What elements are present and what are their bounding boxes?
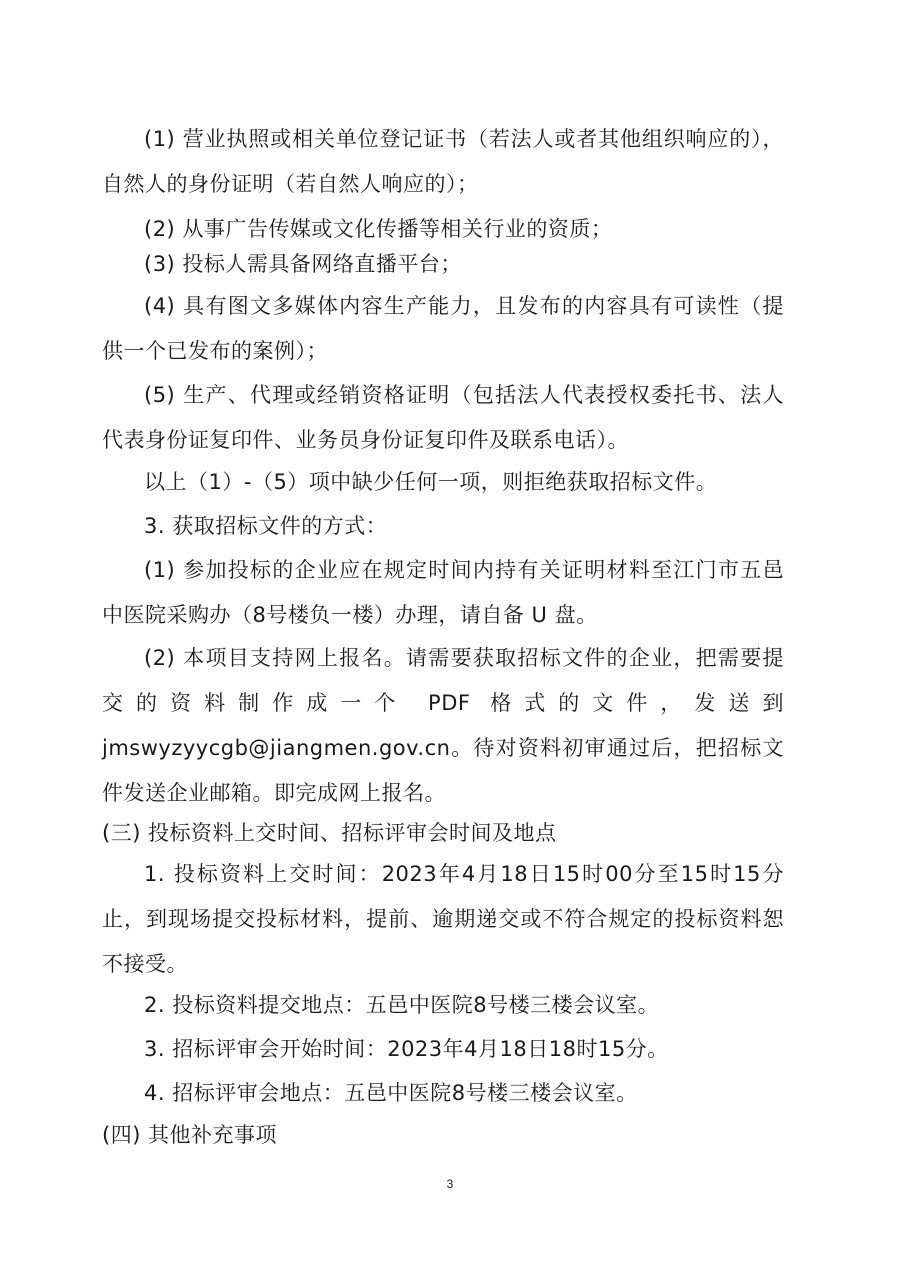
- section-four-heading: (四) 其他补充事项: [102, 1123, 278, 1147]
- item-1-business-license: (1) 营业执照或相关单位登记证书（若法人或者其他组织响应的），自然人的身份证明（若自然人响应的）；: [102, 127, 784, 196]
- item-3-live-platform: (3) 投标人需具备网络直播平台；: [144, 252, 462, 276]
- section-3-heading: 3. 获取招标文件的方式：: [144, 514, 388, 538]
- missing-items-note: 以上（1）-（5）项中缺少任何一项，则拒绝获取招标文件。: [144, 470, 718, 494]
- item-5-agency-proof: (5) 生产、代理或经销资格证明（包括法人代表授权委托书、法人代表身份证复印件、业务员身份证复印件及联系电话）。: [102, 383, 784, 452]
- method-2-online: (2) 本项目支持网上报名。请需要获取招标文件的企业，把需要提交的资料制作成一个 PDF 格式的文件，发送到jmswyzyycgb@jiangmen.gov.cn。待对资料初审通过后，把招标文件发送企业邮箱。即完成网上报名。: [102, 646, 784, 805]
- submission-location: 2. 投标资料提交地点：五邑中医院8号楼三楼会议室。: [144, 993, 660, 1017]
- method-1-onsite: (1) 参加投标的企业应在规定时间内持有关证明材料至江门市五邑中医院采购办（8号楼负一楼）办理，请自备 U 盘。: [102, 558, 784, 627]
- page-number: 3: [446, 1177, 454, 1191]
- item-2-qualification: (2) 从事广告传媒或文化传播等相关行业的资质；: [144, 217, 613, 241]
- review-start-time: 3. 招标评审会开始时间：2023年4月18日18时15分。: [144, 1037, 669, 1061]
- item-4-multimedia: (4) 具有图文多媒体内容生产能力，且发布的内容具有可读性（提供一个已发布的案例）；: [102, 294, 784, 363]
- submission-time: 1. 投标资料上交时间：2023年4月18日15时00分至15时15分止，到现场提交投标材料，提前、逾期递交或不符合规定的投标资料恕不接受。: [102, 862, 784, 976]
- review-location: 4. 招标评审会地点：五邑中医院8号楼三楼会议室。: [144, 1081, 638, 1105]
- section-three-heading: (三) 投标资料上交时间、招标评审会时间及地点: [102, 821, 557, 845]
